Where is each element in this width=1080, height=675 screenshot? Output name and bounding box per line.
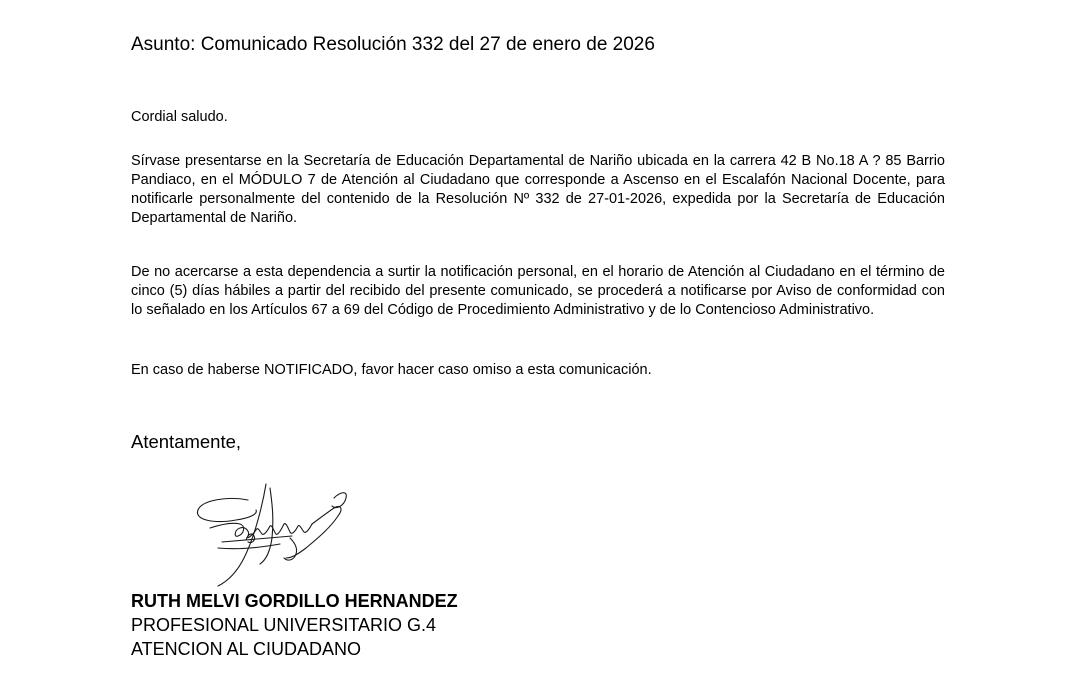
letter-subject: Asunto: Comunicado Resolución 332 del 27 de enero de 2026 <box>131 34 655 55</box>
letter-closing: Atentamente, <box>131 431 242 452</box>
signer-title: PROFESIONAL UNIVERSITARIO G.4 <box>131 615 437 635</box>
handwritten-signature-icon <box>188 478 358 588</box>
letter-paragraph-omit: En caso de haberse NOTIFICADO, favor hacer caso omiso a esta comunicación. <box>131 362 652 378</box>
letter-paragraph-warning: De no acercarse a esta dependencia a surtir la notificación personal, en el horario de Atención al Ciudadano en el término de cinco (5) días hábiles a partir del recibido del presente comunicado, se procederá a notificarse por Aviso de conformidad con lo señalado en los Artículos 67 a 69 del Código de Procedimiento Administrativo y de lo Contencioso Administrativo. <box>131 264 945 318</box>
letter-greeting: Cordial saludo. <box>131 109 228 125</box>
signer-name: RUTH MELVI GORDILLO HERNANDEZ <box>131 591 458 611</box>
signer-department: ATENCION AL CIUDADANO <box>131 639 362 659</box>
letter-paragraph-notification: Sírvase presentarse en la Secretaría de Educación Departamental de Nariño ubicada en la carrera 42 B No.18 A ? 85 Barrio Pandiaco, en el MÓDULO 7 de Atención al Ciudadano que corresponde a Ascenso en el Escalafón Nacional Docente, para notificarle personalmente del contenido de la Resolución Nº 332 de 27-01-2026, expedida por la Secretaría de Educación Departamental de Nariño. <box>131 153 945 226</box>
